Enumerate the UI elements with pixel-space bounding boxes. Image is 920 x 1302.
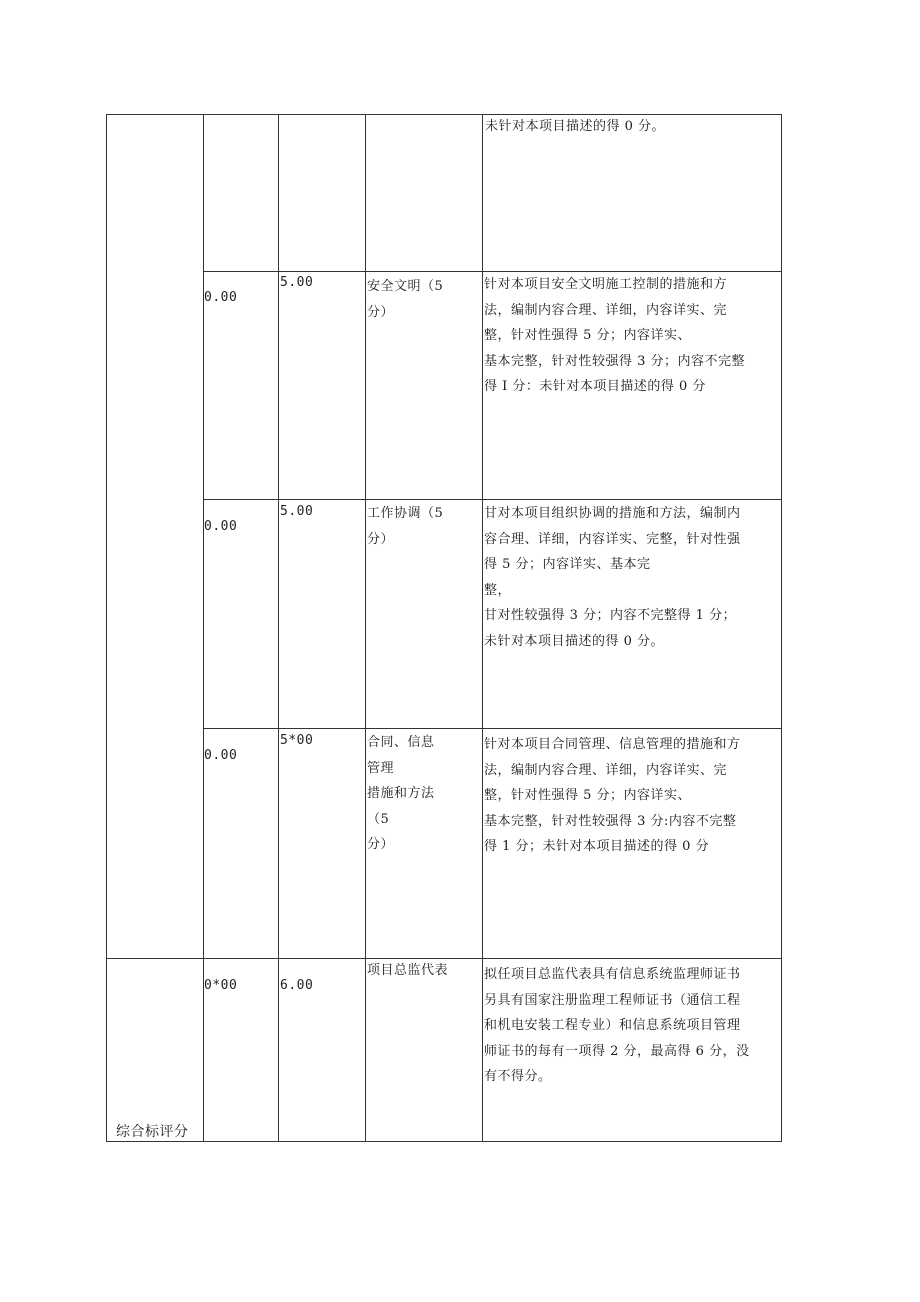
criteria-cell [484,962,750,1090]
criteria-line: 针对本项目合同管理、信息管理的措施和方 [484,737,741,752]
score-value: 0.00 [204,519,238,534]
criteria-line: 整，针对性强得 5 分；内容详实、 [484,328,692,343]
item-name-line: 分） [367,531,395,547]
criteria-line: 得 5 分；内容详实、基本完 [484,557,651,572]
criteria-cell [485,114,665,140]
item-name-cell [367,274,443,325]
criteria-line: 针对本项目安全文明施工控制的措施和方 [484,277,728,292]
score-value: 0.00 [204,748,238,763]
table-border-top [106,114,782,115]
criteria-line: 法，编制内容合理、详细，内容详实、完 [484,762,728,778]
criteria-line: 法，编制内容合理、详细，内容详实、完 [484,302,728,318]
item-name-line: 项目总监代表 [367,963,449,978]
criteria-line: 未针对本项目描述的得 0 分。 [484,633,665,649]
criteria-line: 拟任项目总监代表具有信息系统监理师证书 [484,967,741,982]
max-score-value: 6.00 [280,978,314,993]
criteria-line: 师证书的每有一项得 2 分，最高得 6 分，没 [484,1043,750,1059]
item-name-line: 工作协调（5 [367,506,444,521]
criteria-cell [484,272,745,400]
item-name-line: 合同、信息 [367,735,435,750]
item-name-line: 安全文明（5 [367,279,444,294]
table-border-right [781,114,782,1142]
item-name-cell [367,958,448,984]
item-name-line: 分） [367,304,395,320]
item-name-line: 措施和方法 [367,786,435,801]
criteria-line: 有不得分。 [484,1069,552,1084]
criteria-cell [484,501,741,654]
criteria-line: 基本完整，针对性较强得 3 分；内容不完整 [484,353,746,369]
criteria-line: 甘对性较强得 3 分；内容不完整得 1 分； [484,608,737,623]
item-name-cell [367,730,435,858]
column-divider [278,114,279,1142]
max-score-value: 5.00 [280,504,314,519]
item-name-line: 分） [367,837,395,852]
criteria-line: 整， [484,582,512,598]
max-score-value: 5.00 [280,275,314,290]
criteria-line: 甘对本项目组织协调的措施和方法，编制内 [484,506,741,521]
category-label: 综合标评分 [116,1124,189,1140]
criteria-line: 另具有国家注册监理工程师证书（通信工程 [484,992,741,1008]
score-value: 0.00 [204,290,238,305]
item-name-line: 管理 [367,760,395,776]
criteria-line: 容合理、详细，内容详实、完整，针对性强 [484,531,741,547]
criteria-cell [484,732,741,860]
score-value: 0*00 [204,978,238,993]
max-score-value: 5*00 [280,733,314,748]
column-divider [482,114,483,1142]
criteria-line: 未针对本项目描述的得 0 分。 [485,119,666,134]
criteria-line: 得 1 分；未针对本项目描述的得 0 分 [484,839,710,854]
criteria-line: 基本完整，针对性较强得 3 分:内容不完整 [484,813,737,829]
criteria-line: 整，针对性强得 5 分；内容详实、 [484,788,692,803]
item-name-cell [367,501,443,552]
table-border-left [106,114,107,1142]
column-divider [365,114,366,1142]
criteria-line: 得 I 分：未针对本项目描述的得 0 分 [484,379,706,394]
criteria-line: 和机电安装工程专业）和信息系统项目管理 [484,1018,741,1033]
table-border-bottom [106,1141,782,1142]
item-name-line: （5 [367,811,390,827]
